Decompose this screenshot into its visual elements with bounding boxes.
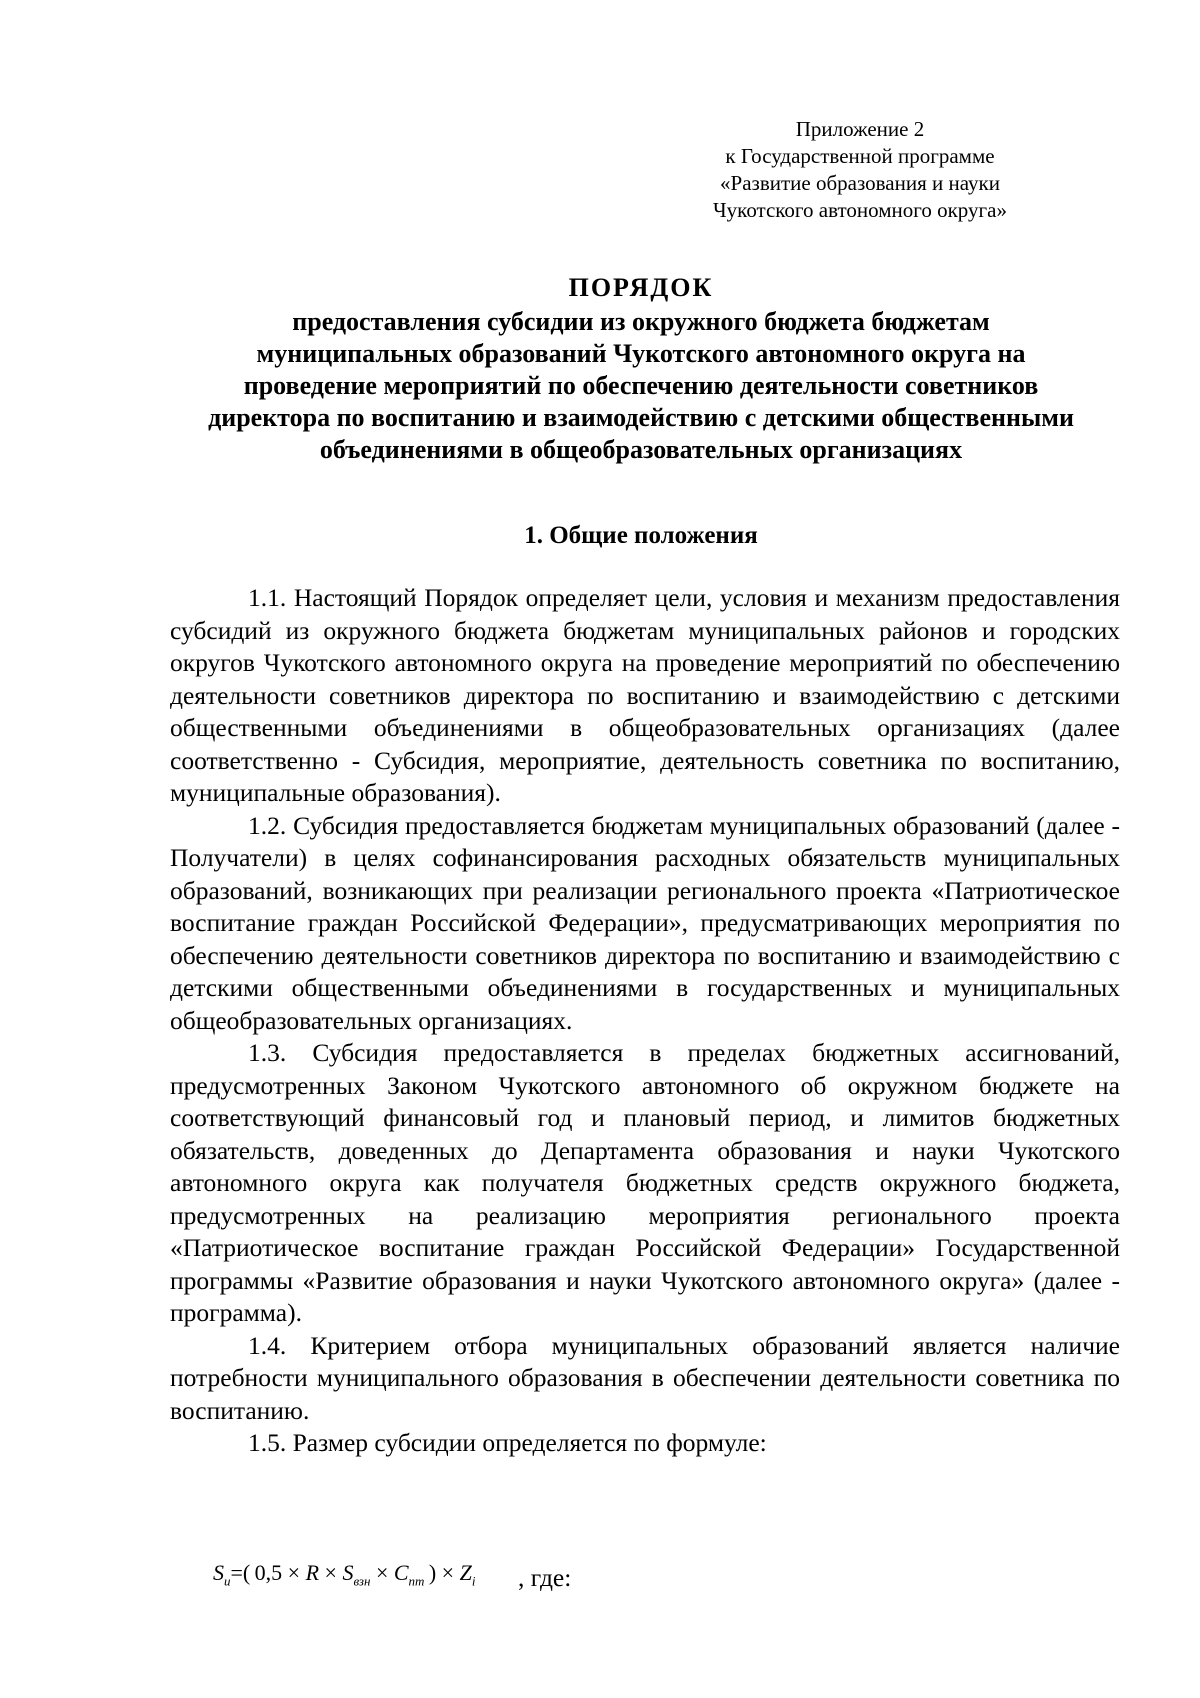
formula-r: R	[305, 1560, 320, 1585]
appendix-line: Чукотского автономного округа»	[713, 198, 1007, 222]
title-line: объединениями в общеобразовательных организациях	[319, 435, 963, 464]
paragraph-1-4: 1.4. Критерием отбора муниципальных образований является наличие потребности муниципального образования в обеспечении деятельности советника по воспитанию.	[170, 1330, 1120, 1425]
formula-s-subscript: взн	[353, 1573, 371, 1589]
appendix-note	[680, 116, 1040, 224]
paragraph-1-2: 1.2. Субсидия предоставляется бюджетам муниципальных образований (далее - Получатели) в целях софинансирования расходных обязательств муниципальных образований, возникающих при реализации регионального проекта «Патриотическое воспитание граждан Российской Федерации», предусматривающих мероприятия по обеспечению деятельности советников директора по воспитанию и взаимодействию с детскими общественными объединениями в государственных и муниципальных общеобразовательных организациях.	[170, 810, 1120, 1035]
formula-c-subscript: пт	[408, 1573, 425, 1589]
formula-coefficient: 0,5	[254, 1560, 283, 1585]
formula-lhs: S	[213, 1560, 224, 1585]
title-line: муниципальных образований Чукотского автономного округа на	[256, 339, 1026, 368]
title-main: ПОРЯДОК	[568, 273, 714, 302]
paragraph-1-1: 1.1. Настоящий Порядок определяет цели, условия и механизм предоставления субсидий из окружного бюджета бюджетам муниципальных районов и городских округов Чукотского автономного округа на проведение мероприятий по обеспечению деятельности советников директора по воспитанию и взаимодействию с детскими общественными объединениями в общеобразовательных организациях (далее соответственно - Субсидия, мероприятие, деятельность советника по воспитанию, муниципальные образования).	[170, 583, 1120, 807]
title-subtitle	[160, 306, 1122, 466]
formula-z-subscript: i	[471, 1573, 476, 1589]
subsidy-formula: $S_и=$( $0,5 \times R \times S_{взн} \times C_{пт}$ ) × $Z_i$	[213, 1560, 476, 1589]
document-title	[160, 272, 1122, 466]
appendix-line: Приложение 2	[795, 117, 925, 141]
paragraph-1-3: 1.3. Субсидия предоставляется в пределах бюджетных ассигнований, предусмотренных Законом Чукотского автономного об окружном бюджете на соответствующий финансовый год и плановый период, и лимитов бюджетных обязательств, доведенных до Департамента образования и науки Чукотского автономного округа как получателя бюджетных средств окружного бюджета, предусмотренных на реализацию мероприятия регионального проекта «Патриотическое воспитание граждан Российской Федерации» Государственной программы «Развитие образования и науки Чукотского автономного округа» (далее - программа).	[170, 1038, 1120, 1327]
title-line: предоставления субсидии из окружного бюджета бюджетам	[292, 307, 990, 336]
appendix-line: к Государственной программе	[725, 144, 995, 168]
formula-lhs-subscript: и	[224, 1573, 231, 1589]
paragraph-1-5: 1.5. Размер субсидии определяется по формуле:	[248, 1428, 767, 1457]
formula-s: S	[342, 1560, 354, 1585]
title-line: директора по воспитанию и взаимодействию с детскими общественными	[208, 403, 1074, 432]
formula-z: Z	[459, 1560, 472, 1585]
appendix-line: «Развитие образования и науки	[720, 171, 1000, 195]
title-line: проведение мероприятий по обеспечению деятельности советников	[243, 371, 1039, 400]
formula-tail: , где:	[518, 1563, 572, 1592]
document-body	[170, 582, 1120, 1460]
section-heading: 1. Общие положения	[524, 522, 758, 549]
formula-c: C	[393, 1560, 409, 1585]
